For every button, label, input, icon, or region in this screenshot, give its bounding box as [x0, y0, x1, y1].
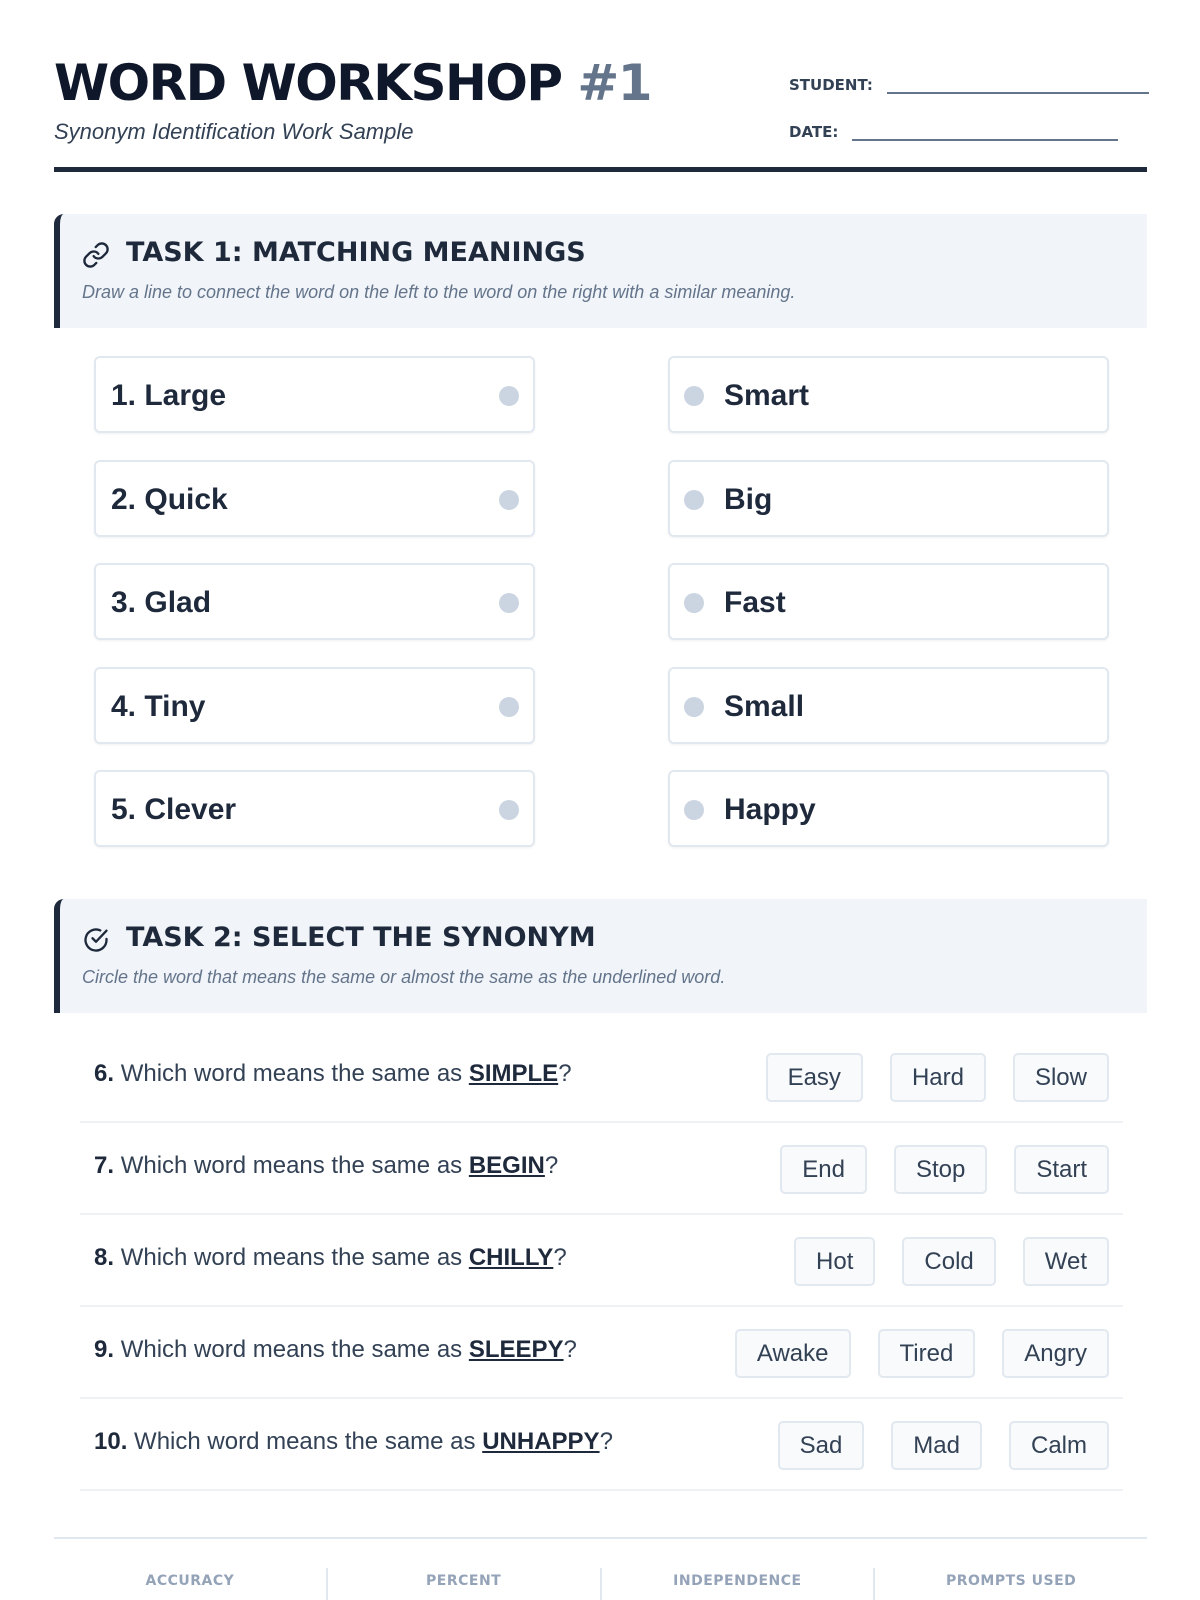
target-word: UNHAPPY — [482, 1428, 600, 1455]
match-left-item[interactable] — [94, 563, 535, 640]
title-text: WORD WORKSHOP — [54, 54, 562, 112]
answer-option[interactable]: Cold — [902, 1237, 995, 1286]
match-left-item[interactable] — [94, 356, 535, 433]
student-label: STUDENT: — [789, 76, 873, 94]
answer-option[interactable]: Angry — [1002, 1329, 1109, 1378]
question-prompt: Which word means the same as — [120, 1336, 463, 1363]
match-left-word: 1. Large — [111, 379, 227, 412]
question-mark: ? — [558, 1060, 572, 1087]
answer-option[interactable]: Stop — [894, 1145, 987, 1194]
task2-banner — [54, 899, 1147, 1013]
question-mark: ? — [544, 1152, 559, 1179]
question-text — [94, 1060, 572, 1088]
connector-dot[interactable] — [499, 593, 519, 613]
question-number: 8. — [94, 1244, 115, 1271]
answer-option[interactable]: Slow — [1013, 1053, 1109, 1102]
question-row — [80, 1399, 1123, 1491]
match-left-item[interactable] — [94, 770, 535, 847]
connector-dot[interactable] — [499, 490, 519, 510]
connector-dot[interactable] — [684, 697, 704, 717]
date-label: DATE: — [789, 123, 839, 141]
answer-option[interactable]: Calm — [1009, 1421, 1109, 1470]
connector-dot[interactable] — [499, 386, 519, 406]
answer-option[interactable]: Start — [1014, 1145, 1109, 1194]
question-mark: ? — [599, 1428, 613, 1455]
date-field[interactable] — [789, 119, 1118, 141]
score-cell-prompts: PROMPTS USED — [945, 1573, 1077, 1589]
connector-dot[interactable] — [499, 697, 519, 717]
answer-option[interactable]: Tired — [878, 1329, 976, 1378]
question-text — [94, 1244, 567, 1272]
match-left-word: 2. Quick — [111, 483, 228, 516]
answer-option[interactable]: Wet — [1023, 1237, 1109, 1286]
question-row — [80, 1307, 1123, 1399]
match-left-item[interactable] — [94, 667, 535, 744]
answer-options — [751, 1421, 1109, 1470]
answer-options — [708, 1329, 1109, 1378]
target-word: CHILLY — [468, 1244, 554, 1271]
link-icon — [82, 241, 110, 269]
answer-option[interactable]: Hard — [890, 1053, 986, 1102]
answer-option[interactable]: Hot — [794, 1237, 875, 1286]
date-blank-line[interactable] — [852, 119, 1118, 141]
answer-option[interactable]: Awake — [735, 1329, 851, 1378]
connector-dot[interactable] — [684, 593, 704, 613]
page-title — [54, 54, 651, 112]
question-number: 7. — [94, 1152, 115, 1179]
match-left-word: 5. Clever — [111, 793, 237, 826]
question-prompt: Which word means the same as — [120, 1060, 463, 1087]
match-right-word: Happy — [724, 793, 816, 826]
student-field[interactable] — [789, 72, 1149, 94]
question-text — [94, 1336, 577, 1364]
question-mark: ? — [563, 1336, 577, 1363]
match-right-word: Fast — [724, 586, 786, 619]
match-right-item[interactable] — [668, 770, 1109, 847]
question-row — [80, 1215, 1123, 1307]
question-text — [94, 1152, 558, 1180]
match-left-item[interactable] — [94, 460, 535, 537]
title-number: #1 — [577, 54, 652, 112]
question-row — [80, 1031, 1123, 1123]
check-circle-icon — [82, 926, 110, 954]
target-word: BEGIN — [468, 1152, 545, 1179]
task1-banner — [54, 214, 1147, 328]
answer-options — [753, 1145, 1109, 1194]
scoring-footer — [54, 1568, 1147, 1600]
task2-title: TASK 2: SELECT THE SYNONYM — [126, 922, 596, 953]
task1-title: TASK 1: MATCHING MEANINGS — [126, 237, 586, 268]
match-right-word: Smart — [724, 379, 810, 412]
answer-option[interactable]: Mad — [891, 1421, 982, 1470]
match-right-word: Small — [724, 690, 805, 723]
connector-dot[interactable] — [684, 800, 704, 820]
target-word: SIMPLE — [468, 1060, 559, 1087]
header-divider — [54, 167, 1147, 172]
task2-instruction: Circle the word that means the same or almost the same as the underlined word. — [82, 967, 726, 987]
question-prompt: Which word means the same as — [120, 1152, 463, 1179]
question-number: 10. — [94, 1428, 128, 1455]
question-number: 6. — [94, 1060, 115, 1087]
match-right-word: Big — [724, 483, 773, 516]
target-word: SLEEPY — [468, 1336, 564, 1363]
answer-option[interactable]: Easy — [766, 1053, 863, 1102]
match-left-word: 4. Tiny — [111, 690, 206, 723]
match-right-item[interactable] — [668, 667, 1109, 744]
question-prompt: Which word means the same as — [120, 1244, 463, 1271]
task1-instruction: Draw a line to connect the word on the left to the word on the right with a similar meaning. — [82, 282, 796, 302]
answer-options — [739, 1053, 1109, 1102]
page-subtitle: Synonym Identification Work Sample — [54, 119, 414, 144]
answer-option[interactable]: Sad — [778, 1421, 865, 1470]
question-number: 9. — [94, 1336, 115, 1363]
question-text — [94, 1428, 613, 1456]
connector-dot[interactable] — [684, 490, 704, 510]
score-cell-accuracy: ACCURACY — [54, 1568, 328, 1600]
question-prompt: Which word means the same as — [134, 1428, 476, 1455]
connector-dot[interactable] — [684, 386, 704, 406]
score-cell-independence: INDEPENDENCE — [602, 1568, 876, 1600]
score-cell-percent: PERCENT — [328, 1568, 602, 1600]
answer-option[interactable]: End — [780, 1145, 867, 1194]
match-right-item[interactable] — [668, 460, 1109, 537]
student-blank-line[interactable] — [887, 72, 1149, 94]
match-right-item[interactable] — [668, 356, 1109, 433]
worksheet-header — [54, 50, 1147, 174]
match-right-item[interactable] — [668, 563, 1109, 640]
connector-dot[interactable] — [499, 800, 519, 820]
question-mark: ? — [553, 1244, 567, 1271]
question-row — [80, 1123, 1123, 1215]
match-left-word: 3. Glad — [111, 586, 212, 619]
answer-options — [767, 1237, 1109, 1286]
footer-divider — [54, 1537, 1147, 1539]
